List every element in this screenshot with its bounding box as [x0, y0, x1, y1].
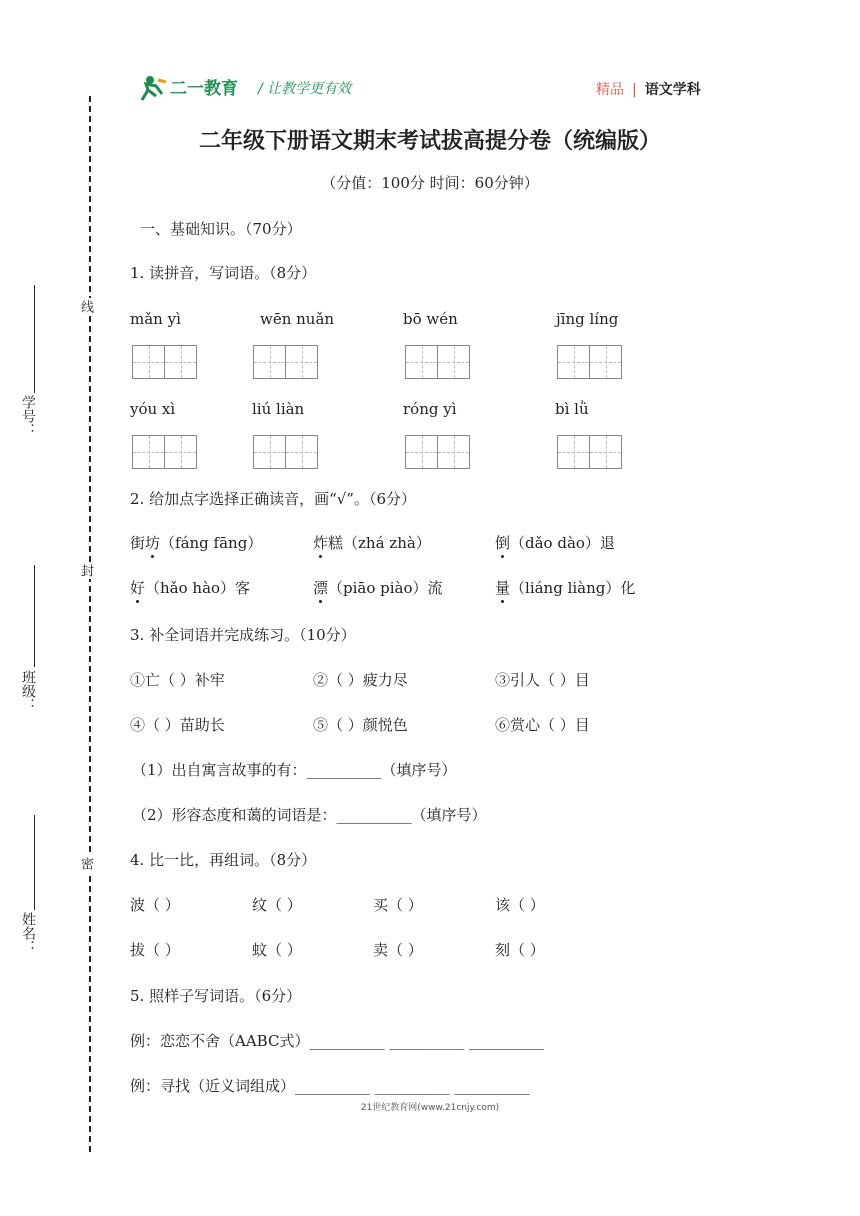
- example-line[interactable]: 例：寻找（近义词组成）__________ __________ __________: [130, 1077, 530, 1095]
- student-no-field[interactable]: [34, 285, 35, 393]
- choice-item[interactable]: 量（liáng liàng）化: [495, 579, 636, 597]
- idiom-fill[interactable]: ④（ ）苗助长: [130, 716, 225, 734]
- logo-text: 二一教育: [170, 79, 238, 99]
- pinyin: bō wén: [403, 310, 458, 328]
- choice-item[interactable]: 炸糕（zhá zhà）: [313, 534, 431, 552]
- pinyin: yóu xì: [130, 400, 176, 418]
- mark-seal: 封: [78, 564, 93, 577]
- subject-label: 语文学科: [644, 82, 701, 98]
- pinyin: jīng líng: [556, 310, 619, 328]
- dotted-char: 漂: [313, 579, 329, 597]
- page-subtitle: （分值：100分 时间：60分钟）: [321, 174, 539, 192]
- choice-item[interactable]: 街坊（fáng fāng）: [130, 534, 263, 552]
- dotted-char: 炸: [313, 534, 329, 552]
- idiom-fill[interactable]: ②（ ）疲力尽: [313, 671, 408, 689]
- idiom-fill[interactable]: ③引人（ ）目: [495, 671, 590, 689]
- writing-grid[interactable]: [253, 345, 317, 379]
- pinyin: bì lǜ: [555, 400, 589, 418]
- word-fill[interactable]: 拔（ ）: [130, 941, 180, 959]
- question-3-title: 3. 补全词语并完成练习。（10分）: [130, 626, 356, 644]
- question-1-title: 1. 读拼音，写词语。（8分）: [130, 264, 317, 282]
- name-label: 姓名：: [20, 912, 36, 954]
- choice-item[interactable]: 漂（piāo piào）流: [313, 579, 443, 597]
- word-fill[interactable]: 纹（ ）: [252, 896, 302, 914]
- dotted-char: 量: [495, 579, 511, 597]
- writing-grid[interactable]: [132, 435, 196, 469]
- class-label: 班级：: [20, 670, 36, 712]
- writing-grid[interactable]: [405, 435, 469, 469]
- mark-line: 线: [78, 300, 93, 313]
- example-line[interactable]: 例：恋恋不舍（AABC式）__________ __________ __________: [130, 1032, 544, 1050]
- sub-question[interactable]: （2）形容态度和蔼的词语是：__________（填序号）: [132, 806, 487, 824]
- word-fill[interactable]: 卖（ ）: [373, 941, 423, 959]
- choice-item[interactable]: 好（hǎo hào）客: [130, 579, 251, 597]
- word-fill[interactable]: 买（ ）: [373, 896, 423, 914]
- word-fill[interactable]: 刻（ ）: [495, 941, 545, 959]
- writing-grid[interactable]: [253, 435, 317, 469]
- idiom-fill[interactable]: ⑥赏心（ ）目: [495, 716, 590, 734]
- dotted-char: 倒: [495, 534, 511, 552]
- class-field[interactable]: [34, 565, 35, 667]
- pinyin: wēn nuǎn: [260, 310, 335, 328]
- question-5-title: 5. 照样子写词语。（6分）: [130, 987, 302, 1005]
- section-heading: 一、基础知识。（70分）: [140, 220, 302, 238]
- logo: [136, 72, 246, 104]
- word-fill[interactable]: 波（ ）: [130, 896, 180, 914]
- student-no-label: 学号：: [20, 395, 36, 437]
- question-2-title: 2. 给加点字选择正确读音，画“√”。（6分）: [130, 490, 417, 508]
- word-fill[interactable]: 蚊（ ）: [252, 941, 302, 959]
- idiom-fill[interactable]: ①亡（ ）补牢: [130, 671, 225, 689]
- pinyin: mǎn yì: [130, 310, 181, 328]
- sub-question[interactable]: （1）出自寓言故事的有：__________（填序号）: [132, 761, 457, 779]
- dotted-char: 坊: [145, 534, 161, 552]
- idiom-fill[interactable]: ⑤（ ）颜悦色: [313, 716, 408, 734]
- writing-grid[interactable]: [405, 345, 469, 379]
- mark-secret: 密: [78, 857, 93, 870]
- writing-grid[interactable]: [557, 345, 621, 379]
- footer: 21世纪教育网(www.21cnjy.com): [360, 1103, 500, 1113]
- writing-grid[interactable]: [132, 345, 196, 379]
- dotted-char: 好: [130, 579, 146, 597]
- slogan: / 让教学更有效: [258, 81, 352, 97]
- word-fill[interactable]: 该（ ）: [495, 896, 545, 914]
- pinyin: róng yì: [403, 400, 457, 418]
- page-title: 二年级下册语文期末考试拔高提分卷（统编版）: [198, 128, 661, 154]
- quality-label: 精品: [596, 82, 624, 98]
- name-field[interactable]: [34, 815, 35, 910]
- writing-grid[interactable]: [557, 435, 621, 469]
- pinyin: liú liàn: [252, 400, 305, 418]
- binding-dashed-line: [89, 96, 91, 1152]
- header-separator: |: [632, 82, 637, 98]
- question-4-title: 4. 比一比，再组词。（8分）: [130, 851, 317, 869]
- choice-item[interactable]: 倒（dǎo dào）退: [495, 534, 615, 552]
- header-right: [596, 79, 701, 99]
